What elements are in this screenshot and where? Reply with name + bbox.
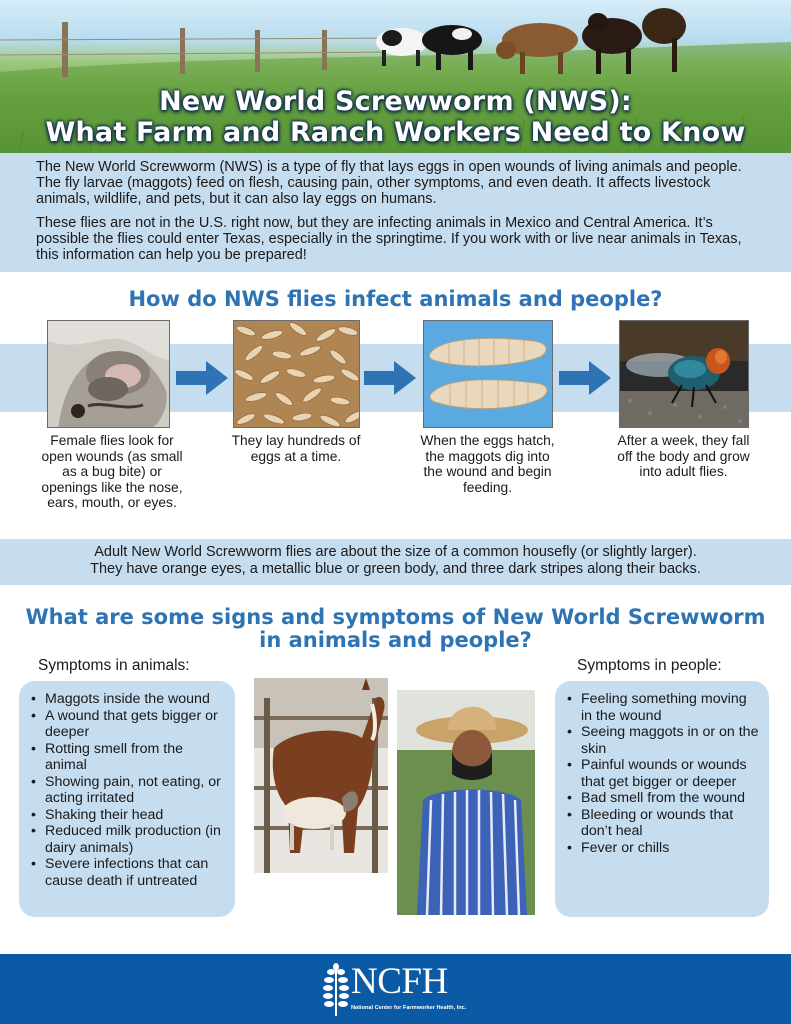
list-item: • Bleeding or wounds that don’t heal: [567, 807, 759, 840]
list-item: • Painful wounds or wounds that get bigger or deeper: [567, 757, 759, 790]
infested-wound-photo: [47, 320, 170, 428]
list-item: • A wound that gets bigger or deeper: [31, 708, 225, 741]
symptoms-title-line-2: in animals and people?: [259, 628, 532, 652]
step-2-text: They lay hundreds of eggs at a time.: [231, 433, 361, 464]
title-line-1: New World Screwworm (NWS):: [159, 86, 632, 117]
list-item: • Seeing maggots in or on the skin: [567, 724, 759, 757]
people-symptoms-heading: Symptoms in people:: [577, 657, 722, 674]
header-banner: [0, 0, 791, 153]
ncfh-logo-text: NCFH: [351, 961, 448, 1002]
list-item: • Feeling something moving in the wound: [567, 691, 759, 724]
people-symptoms-list: [567, 691, 759, 856]
ncfh-logo-subtitle: National Center for Farmworker Health, Inc.: [351, 1005, 467, 1011]
fly-eggs-photo: [233, 320, 360, 428]
list-item: • Reduced milk production (in dairy animals): [31, 823, 225, 856]
animals-symptoms-panel: [19, 681, 235, 917]
arrow-right-icon: [364, 360, 416, 396]
list-item: • Shaking their head: [31, 807, 225, 824]
fly-description-note: [0, 539, 791, 585]
list-item: • Showing pain, not eating, or acting irritated: [31, 774, 225, 807]
title-line-2: What Farm and Ranch Workers Need to Know: [45, 117, 746, 148]
step-1-text: Female flies look for open wounds (as small as a bug bite) or openings like the nose, ears, mouth, or eyes.: [41, 433, 183, 510]
note-line-2: They have orange eyes, a metallic blue or green body, and three dark stripes along their backs.: [90, 561, 701, 577]
intro-paragraph-1: The New World Screwworm (NWS) is a type of fly that lays eggs in open wounds of living animals and people. The fly larvae (maggots) feed on flesh, causing pain, other symptoms, and even death. It affects livestock animals, wildlife, and pets, but it can also lay eggs on humans.: [36, 159, 742, 207]
list-item: • Severe infections that can cause death if untreated: [31, 856, 225, 889]
list-item: • Rotting smell from the animal: [31, 741, 225, 774]
step-3-text: When the eggs hatch, the maggots dig into the wound and begin feeding.: [420, 433, 555, 495]
people-symptoms-panel: [555, 681, 769, 917]
farmworker-photo: [397, 690, 535, 915]
symptoms-section-title: [0, 606, 791, 652]
animals-symptoms-heading: Symptoms in animals:: [38, 657, 190, 674]
intro-paragraph-2: These flies are not in the U.S. right now, but they are infecting animals in Mexico and Central America. It’s possible the flies could enter Texas, especially in the springtime. If you work with or live near animals in Texas, this information can help you be prepared!: [36, 215, 742, 263]
list-item: • Fever or chills: [567, 840, 759, 857]
list-item: • Maggots inside the wound: [31, 691, 225, 708]
animals-symptoms-list: [31, 691, 225, 889]
page-title: [0, 86, 791, 148]
adult-fly-photo: [619, 320, 749, 428]
step-4-text: After a week, they fall off the body and grow into adult flies.: [617, 433, 750, 479]
arrow-right-icon: [559, 360, 611, 396]
maggots-photo: [423, 320, 553, 428]
note-line-1: Adult New World Screwworm flies are about the size of a common housefly (or slightly larger).: [94, 544, 697, 560]
arrow-right-icon: [176, 360, 228, 396]
infection-section-title: How do NWS flies infect animals and people?: [128, 287, 663, 311]
intro-panel: [0, 153, 791, 272]
horse-and-goat-photo: [254, 678, 388, 873]
wheat-logo-icon: [322, 962, 350, 1016]
symptoms-title-line-1: What are some signs and symptoms of New World Screwworm: [25, 605, 766, 629]
list-item: • Bad smell from the wound: [567, 790, 759, 807]
